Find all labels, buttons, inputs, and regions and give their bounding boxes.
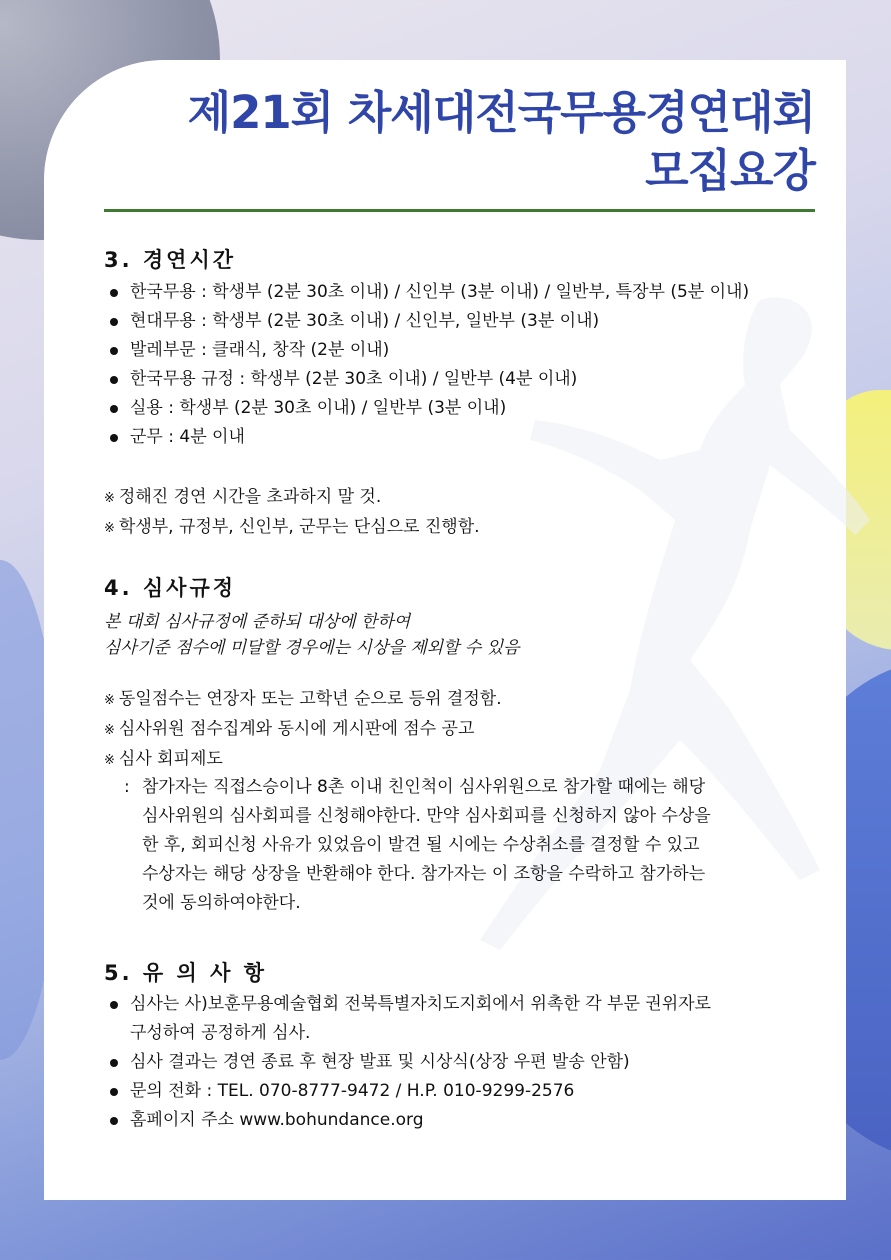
- section-heading-notices: 5. 유 의 사 항: [104, 961, 267, 985]
- judging-rules-summary: 본 대회 심사규정에 준하되 대상에 한하여 심사기준 점수에 미달할 경우에는 시상을 제외할 수 있음: [104, 612, 520, 658]
- recusal-description: : 참가자는 직접스승이나 8촌 이내 친인척이 심사위원으로 참가할 때에는 해당 심사위원의 심사회피를 신청해야한다. 만약 심사회피를 신청하지 않아 수상을 한 후, 회피신청 사유가 있었음이 발견 될 시에는 수상취소를 결정할 수 있고 수상자는 해당 상장을 반환해야 한다. 참가자는 이 조항을 수락하고 참가하는 것에 동의하여야한다.: [124, 777, 711, 913]
- reference-mark-icon: ※: [104, 693, 115, 708]
- competition-time-notes: [104, 483, 480, 543]
- title-divider: [104, 209, 815, 212]
- title-line-2: 모집요강: [645, 144, 815, 197]
- list-item: 군무 : 4분 이내: [104, 423, 749, 452]
- list-item: 현대무용 : 학생부 (2분 30초 이내) / 신인부, 일반부 (3분 이내): [104, 307, 749, 336]
- list-item: 홈페이지 주소 www.bohundance.org: [104, 1106, 711, 1135]
- list-item: 심사 결과는 경연 종료 후 현장 발표 및 시상식(상장 우편 발송 안함): [104, 1048, 711, 1077]
- note-item: ※ 학생부, 규정부, 신인부, 군무는 단심으로 진행함.: [104, 517, 480, 537]
- list-item: 문의 전화 : TEL. 070-8777-9472 / H.P. 010-9299-2576: [104, 1077, 711, 1106]
- list-item: 한국무용 : 학생부 (2분 30초 이내) / 신인부 (3분 이내) / 일반부, 특장부 (5분 이내): [104, 278, 749, 307]
- note-item: ※ 심사위원 점수집계와 동시에 게시판에 점수 공고: [104, 719, 475, 739]
- title-line-1: 제21회 차세대전국무용경연대회: [187, 86, 815, 139]
- list-item: 실용 : 학생부 (2분 30초 이내) / 일반부 (3분 이내): [104, 394, 749, 423]
- reference-mark-icon: ※: [104, 723, 115, 738]
- page-title: [188, 84, 815, 200]
- note-item: ※ 동일점수는 연장자 또는 고학년 순으로 등위 결정함.: [104, 689, 502, 709]
- judging-rules-notes: [104, 685, 502, 775]
- section-heading-judging-rules: 4. 심사규정: [104, 576, 237, 600]
- note-item: ※ 정해진 경연 시간을 초과하지 말 것.: [104, 487, 382, 507]
- list-item: 발레부문 : 클래식, 창작 (2분 이내): [104, 336, 749, 365]
- reference-mark-icon: ※: [104, 521, 115, 536]
- list-item: 심사는 사)보훈무용예술협회 전북특별자치도지회에서 위촉한 각 부문 권위자로 구성하여 공정하게 심사.: [104, 990, 711, 1048]
- competition-time-list: [104, 278, 749, 452]
- section-heading-competition-time: 3. 경연시간: [104, 248, 237, 272]
- note-item: ※ 심사 회피제도: [104, 749, 223, 769]
- notices-list: [104, 990, 711, 1135]
- reference-mark-icon: ※: [104, 753, 115, 768]
- list-item: 한국무용 규정 : 학생부 (2분 30초 이내) / 일반부 (4분 이내): [104, 365, 749, 394]
- reference-mark-icon: ※: [104, 491, 115, 506]
